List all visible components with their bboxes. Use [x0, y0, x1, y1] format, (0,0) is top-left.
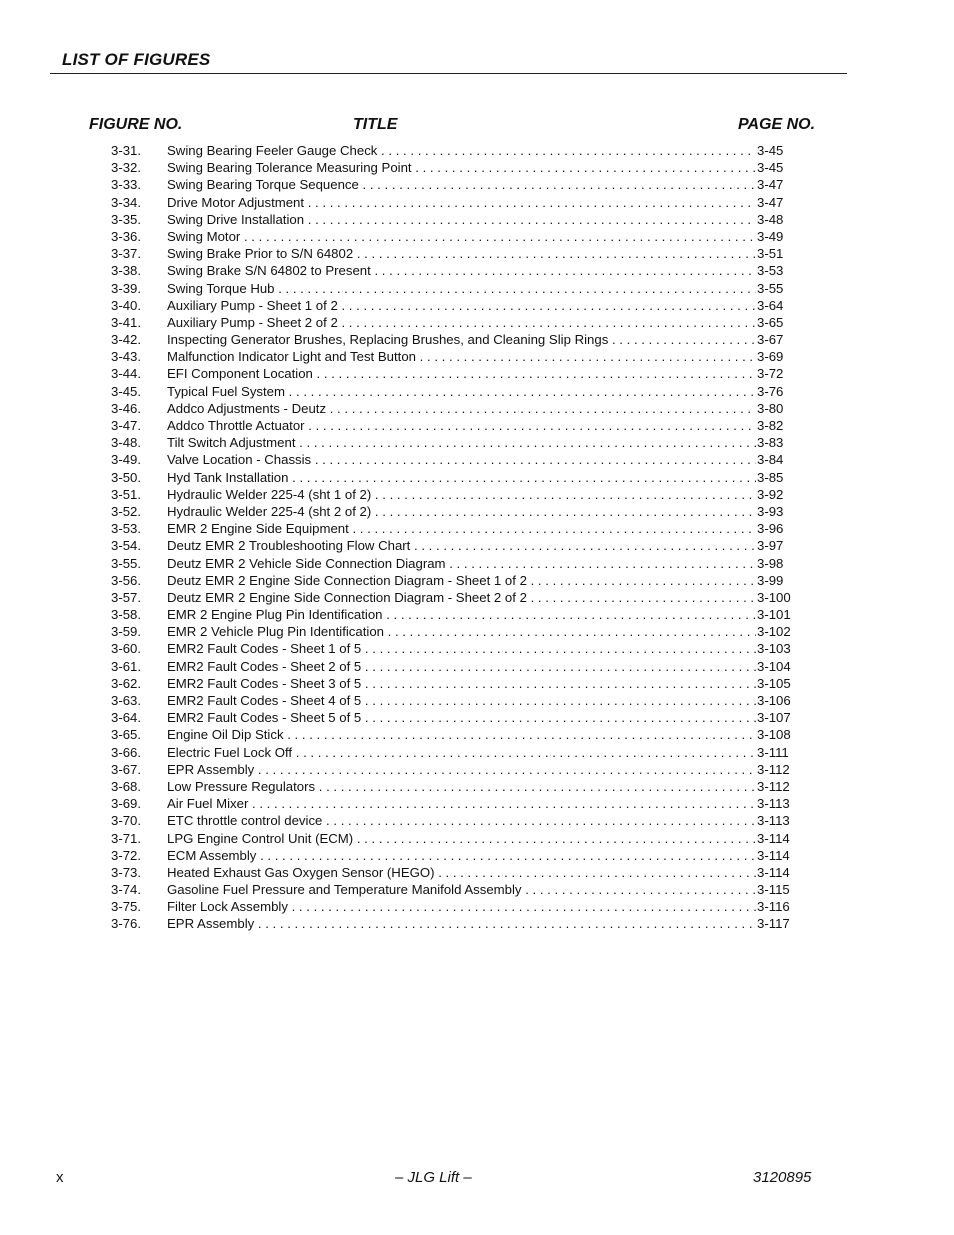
list-item: [0, 451, 954, 468]
list-item: [0, 245, 954, 262]
figure-number: 3-48.: [111, 435, 142, 451]
list-item: [0, 589, 954, 606]
figure-number: 3-70.: [111, 813, 142, 829]
figure-page: 3-51: [757, 246, 784, 262]
figure-page: 3-48: [757, 211, 784, 227]
list-item: [0, 572, 954, 589]
figure-page: 3-72: [757, 366, 784, 382]
list-item: [0, 228, 954, 245]
figure-title: Electric Fuel Lock Off . . .: [167, 744, 757, 761]
figure-title: Swing Brake Prior to S/N 64802 . . .: [167, 245, 757, 262]
list-item: [0, 469, 954, 486]
figure-number: 3-33.: [111, 177, 142, 193]
list-item: [0, 675, 954, 692]
figure-number: 3-68.: [111, 778, 142, 794]
figure-number: 3-69.: [111, 796, 142, 812]
figure-title: Swing Brake S/N 64802 to Present . . .: [167, 262, 757, 279]
list-item: [0, 262, 954, 279]
figure-page: 3-108: [757, 727, 791, 743]
list-item: [0, 297, 954, 314]
figure-title: EPR Assembly . . .: [167, 915, 757, 932]
figure-number: 3-61.: [111, 658, 142, 674]
figure-page: 3-45: [757, 160, 784, 176]
figure-title: Auxiliary Pump - Sheet 2 of 2 . . .: [167, 314, 757, 331]
list-item: [0, 176, 954, 193]
list-item: [0, 400, 954, 417]
list-item: [0, 658, 954, 675]
figure-number: 3-40.: [111, 297, 142, 313]
figure-page: 3-98: [757, 555, 784, 571]
list-item: [0, 744, 954, 761]
figure-page: 3-85: [757, 469, 784, 485]
figure-title: EMR 2 Vehicle Plug Pin Identification . . .: [167, 623, 757, 640]
figure-page: 3-96: [757, 521, 784, 537]
figure-title: Addco Adjustments - Deutz . . .: [167, 400, 757, 417]
header-rule: [50, 73, 847, 74]
list-item: [0, 881, 954, 898]
figure-title: EPR Assembly . . .: [167, 761, 757, 778]
figure-number: 3-51.: [111, 486, 142, 502]
figure-page: 3-116: [757, 899, 790, 915]
list-item: [0, 365, 954, 382]
figure-number: 3-63.: [111, 693, 142, 708]
figure-title: Swing Bearing Tolerance Measuring Point . . .: [167, 159, 757, 176]
list-item: [0, 864, 954, 881]
list-item: [0, 486, 954, 503]
figure-title: EMR 2 Engine Side Equipment . . .: [167, 520, 757, 537]
figure-number: 3-57.: [111, 589, 142, 605]
figure-number: 3-65.: [111, 727, 142, 743]
list-item: [0, 778, 954, 795]
figure-title: Addco Throttle Actuator . . .: [167, 417, 757, 434]
figure-title: Tilt Switch Adjustment . . .: [167, 434, 757, 451]
figure-number: 3-74.: [111, 882, 142, 898]
figure-number: 3-54.: [111, 538, 142, 554]
figure-number: 3-37.: [111, 246, 142, 262]
figure-number: 3-66.: [111, 744, 142, 760]
figure-page: 3-67: [757, 332, 784, 348]
figure-number: 3-53.: [111, 521, 142, 537]
figure-number: 3-31.: [111, 143, 142, 158]
figure-title: Air Fuel Mixer . . .: [167, 795, 757, 812]
figure-number: 3-60.: [111, 641, 142, 657]
figure-page: 3-92: [757, 486, 784, 502]
figure-number: 3-58.: [111, 607, 142, 623]
figure-number: 3-41.: [111, 314, 142, 330]
figure-number: 3-50.: [111, 469, 142, 485]
figure-title: Deutz EMR 2 Vehicle Side Connection Diagram . . .: [167, 555, 757, 572]
list-item: [0, 915, 954, 932]
figure-number: 3-34.: [111, 194, 142, 210]
list-item: [0, 623, 954, 640]
list-item: [0, 417, 954, 434]
list-item: [0, 348, 954, 365]
figure-page: 3-82: [757, 418, 784, 433]
figure-page: 3-47: [757, 177, 784, 193]
list-item: [0, 830, 954, 847]
figure-title: Swing Bearing Torque Sequence . . .: [167, 176, 757, 193]
figure-page: 3-45: [757, 143, 784, 158]
footer-publisher: – JLG Lift –: [395, 1169, 472, 1186]
figure-title: ECM Assembly . . .: [167, 847, 757, 864]
figure-number: 3-42.: [111, 332, 142, 348]
figure-title: Swing Drive Installation . . .: [167, 211, 757, 228]
page-title: LIST OF FIGURES: [62, 50, 211, 69]
figure-number: 3-35.: [111, 211, 142, 227]
figure-number: 3-71.: [111, 830, 142, 846]
figure-number: 3-44.: [111, 366, 142, 382]
list-item: [0, 898, 954, 915]
list-item: [0, 520, 954, 537]
list-item: [0, 692, 954, 709]
figure-number: 3-47.: [111, 418, 142, 433]
figure-title: Deutz EMR 2 Troubleshooting Flow Chart . . .: [167, 537, 757, 554]
figure-page: 3-105: [757, 675, 791, 691]
figure-page: 3-97: [757, 538, 784, 554]
figure-title: Swing Torque Hub . . .: [167, 280, 757, 297]
list-item: [0, 555, 954, 572]
figure-title: ETC throttle control device . . .: [167, 812, 757, 829]
list-item: [0, 795, 954, 812]
figure-number: 3-49.: [111, 452, 142, 468]
list-item: [0, 606, 954, 623]
figure-page: 3-111: [757, 744, 789, 760]
figure-number: 3-32.: [111, 160, 142, 176]
figure-title: Auxiliary Pump - Sheet 1 of 2 . . .: [167, 297, 757, 314]
figure-title: Low Pressure Regulators . . .: [167, 778, 757, 795]
figure-title: Swing Bearing Feeler Gauge Check . . .: [167, 142, 757, 159]
figure-title: Valve Location - Chassis . . .: [167, 451, 757, 468]
list-item: [0, 761, 954, 778]
figure-page: 3-55: [757, 280, 784, 296]
figure-title: Filter Lock Assembly . . .: [167, 898, 757, 915]
figure-number: 3-39.: [111, 280, 142, 296]
list-item: [0, 194, 954, 211]
list-item: [0, 383, 954, 400]
figure-number: 3-72.: [111, 847, 142, 863]
figure-page: 3-101: [757, 607, 791, 623]
figure-number: 3-67.: [111, 761, 142, 777]
list-item: [0, 142, 954, 159]
figure-page: 3-99: [757, 572, 784, 588]
list-item: [0, 726, 954, 743]
figure-page: 3-114: [757, 864, 790, 880]
column-header-figure-no: FIGURE NO.: [89, 116, 183, 133]
figure-page: 3-114: [757, 830, 790, 846]
list-item: [0, 640, 954, 657]
figure-page: 3-83: [757, 435, 784, 451]
figure-number: 3-55.: [111, 555, 142, 571]
figure-page: 3-115: [757, 882, 790, 898]
figure-page: 3-69: [757, 349, 784, 365]
list-item: [0, 280, 954, 297]
list-item: [0, 211, 954, 228]
figure-number: 3-52.: [111, 503, 142, 519]
figure-page: 3-64: [757, 297, 784, 313]
figure-title: Malfunction Indicator Light and Test Button . . .: [167, 348, 757, 365]
figure-page: 3-112: [757, 761, 790, 777]
footer-page-number: x: [56, 1169, 64, 1186]
figure-page: 3-113: [757, 796, 790, 812]
figure-number: 3-45.: [111, 383, 142, 399]
figure-title: Drive Motor Adjustment . . .: [167, 194, 757, 211]
figure-title: Heated Exhaust Gas Oxygen Sensor (HEGO) . . .: [167, 864, 757, 881]
figure-title: Swing Motor . . .: [167, 228, 757, 245]
figure-page: 3-84: [757, 452, 784, 468]
figure-title: Hydraulic Welder 225-4 (sht 1 of 2) . . .: [167, 486, 757, 503]
figure-number: 3-36.: [111, 228, 142, 244]
figure-page: 3-114: [757, 847, 790, 863]
figure-page: 3-100: [757, 589, 791, 605]
figure-number: 3-43.: [111, 349, 142, 365]
figure-title: Deutz EMR 2 Engine Side Connection Diagram - Sheet 1 of 2 . . .: [167, 572, 757, 589]
figure-page: 3-113: [757, 813, 790, 829]
column-header-page-no: PAGE NO.: [738, 116, 816, 133]
list-item: [0, 159, 954, 176]
figure-number: 3-64.: [111, 710, 142, 726]
list-item: [0, 709, 954, 726]
figure-number: 3-59.: [111, 624, 142, 640]
figure-title: Inspecting Generator Brushes, Replacing Brushes, and Cleaning Slip Rings . . .: [167, 331, 757, 348]
column-header-title: TITLE: [353, 116, 398, 133]
list-item: [0, 503, 954, 520]
figure-page: 3-80: [757, 400, 784, 416]
figure-page: 3-102: [757, 624, 791, 640]
list-item: [0, 537, 954, 554]
figure-title: Deutz EMR 2 Engine Side Connection Diagram - Sheet 2 of 2 . . .: [167, 589, 757, 606]
figure-title: EMR2 Fault Codes - Sheet 4 of 5 . . .: [167, 692, 757, 709]
figure-page: 3-117: [757, 916, 790, 932]
figure-title: Engine Oil Dip Stick . . .: [167, 726, 757, 743]
footer-document-number: 3120895: [753, 1169, 812, 1186]
figure-number: 3-46.: [111, 400, 142, 416]
figure-title: Hyd Tank Installation . . .: [167, 469, 757, 486]
figure-list: [0, 142, 954, 933]
figure-title: EMR2 Fault Codes - Sheet 5 of 5 . . .: [167, 709, 757, 726]
figure-number: 3-62.: [111, 675, 142, 691]
figure-page: 3-112: [757, 778, 790, 794]
figure-page: 3-53: [757, 263, 784, 279]
figure-page: 3-76: [757, 383, 784, 399]
figure-page: 3-49: [757, 228, 784, 244]
figure-title: EFI Component Location . . .: [167, 365, 757, 382]
figure-page: 3-65: [757, 314, 784, 330]
figure-page: 3-104: [757, 658, 791, 674]
figure-page: 3-47: [757, 194, 784, 210]
figure-number: 3-38.: [111, 263, 142, 279]
figure-title: EMR2 Fault Codes - Sheet 1 of 5 . . .: [167, 640, 757, 657]
figure-title: EMR2 Fault Codes - Sheet 3 of 5 . . .: [167, 675, 757, 692]
figure-title: EMR 2 Engine Plug Pin Identification . . .: [167, 606, 757, 623]
figure-page: 3-93: [757, 503, 784, 519]
figure-page: 3-107: [757, 710, 791, 726]
list-item: [0, 314, 954, 331]
list-item: [0, 812, 954, 829]
figure-title: Gasoline Fuel Pressure and Temperature Manifold Assembly . . .: [167, 881, 757, 898]
figure-number: 3-56.: [111, 572, 142, 588]
figure-page: 3-103: [757, 641, 791, 657]
figure-title: EMR2 Fault Codes - Sheet 2 of 5 . . .: [167, 658, 757, 675]
figure-title: Typical Fuel System . . .: [167, 383, 757, 400]
figure-title: LPG Engine Control Unit (ECM) . . .: [167, 830, 757, 847]
figure-number: 3-75.: [111, 899, 142, 915]
list-item: [0, 331, 954, 348]
figure-number: 3-76.: [111, 916, 142, 932]
figure-number: 3-73.: [111, 864, 142, 880]
figure-title: Hydraulic Welder 225-4 (sht 2 of 2) . . .: [167, 503, 757, 520]
list-item: [0, 847, 954, 864]
list-item: [0, 434, 954, 451]
figure-page: 3-106: [757, 693, 791, 708]
